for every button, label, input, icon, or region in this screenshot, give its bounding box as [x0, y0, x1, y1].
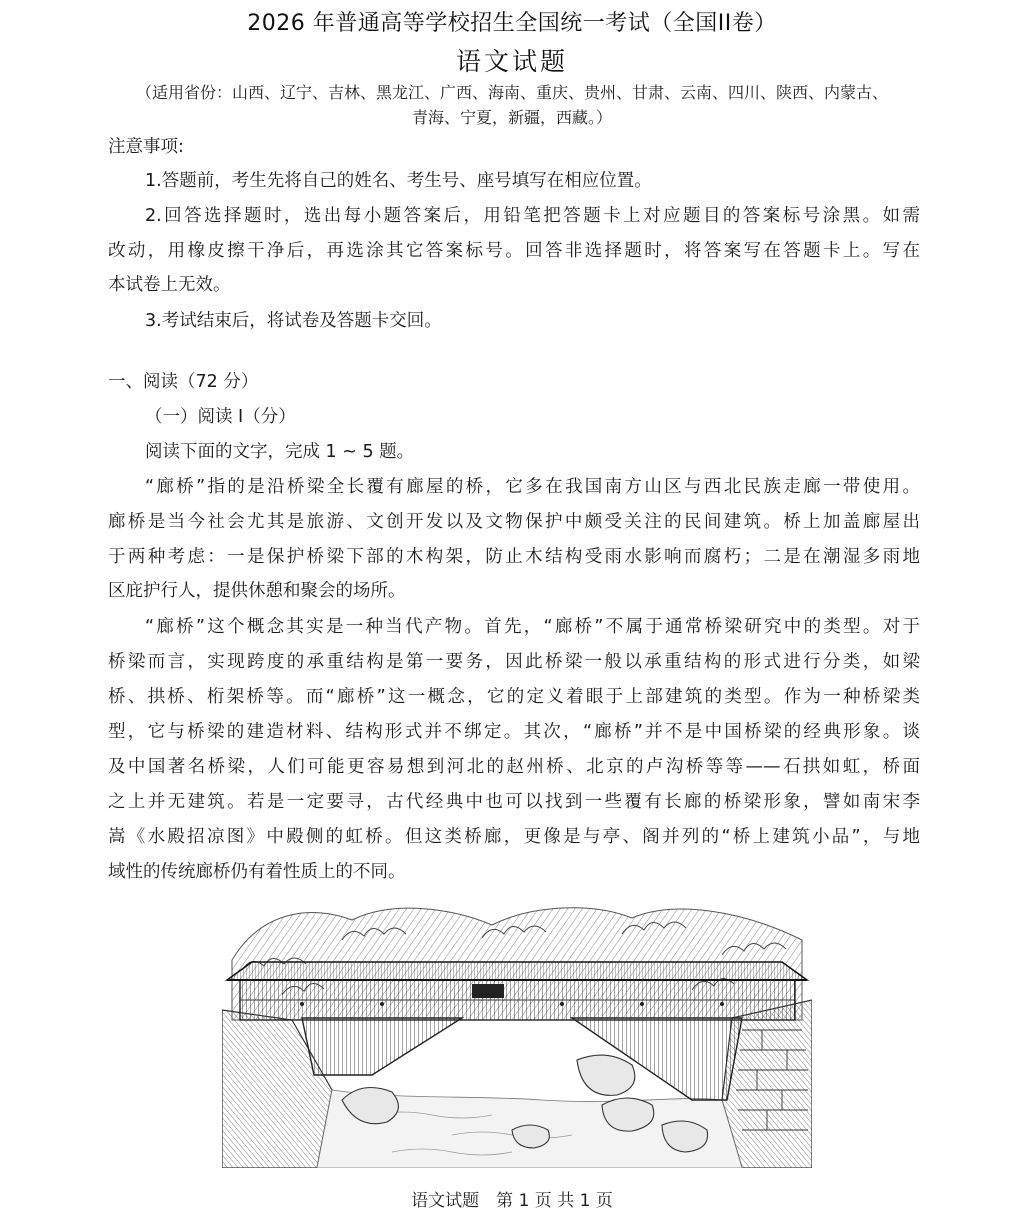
- passage-p1-line-1: “廊桥”指的是沿桥梁全长覆有廊屋的桥，它多在我国南方山区与西北民族走廊一带使用。: [145, 477, 920, 497]
- notes-item-2-line-3: 本试卷上无效。: [108, 275, 231, 295]
- section-instruction: 阅读下面的文字，完成 1 ~ 5 题。: [145, 442, 415, 462]
- passage-p1-line-4: 区庇护行人，提供休憩和聚会的场所。: [108, 581, 406, 601]
- notes-item-3: 3.考试结束后，将试卷及答题卡交回。: [145, 311, 442, 331]
- provinces-note: [112, 80, 912, 130]
- notes-item-1: 1.答题前，考生先将自己的姓名、考生号、座号填写在相应位置。: [145, 171, 652, 191]
- passage-p2-line-8: 域性的传统廊桥仍有着性质上的不同。: [108, 862, 406, 882]
- passage-p2-line-5: 及中国著名桥梁，人们可能更容易想到河北的赵州桥、北京的卢沟桥等等——石拱如虹，桥面: [108, 757, 920, 777]
- passage-p1-line-3: 于两种考虑：一是保护桥梁下部的木构架，防止木结构受雨水影响而腐朽；二是在潮湿多雨地: [108, 547, 920, 567]
- notes-item-2-line-2: 改动，用橡皮擦干净后，再选涂其它答案标号。回答非选择题时，将答案写在答题卡上。写在: [108, 241, 920, 261]
- section-subheading: （一）阅读 I（分）: [145, 407, 296, 427]
- passage-p2-line-6: 之上并无建筑。若是一定要寻，古代经典中也可以找到一些覆有长廊的桥梁形象，譬如南宋李: [108, 792, 920, 812]
- covered-bridge-illustration: [222, 900, 812, 1168]
- notes-item-2-line-1: 2.回答选择题时，选出每小题答案后，用铅笔把答题卡上对应题目的答案标号涂黑。如需: [145, 206, 920, 226]
- passage-p2-line-1: “廊桥”这个概念其实是一种当代产物。首先，“廊桥”不属于通常桥梁研究中的类型。对于: [145, 617, 920, 637]
- notes-heading: 注意事项:: [108, 137, 184, 157]
- passage-p2-line-3: 桥、拱桥、桁架桥等。而“廊桥”这一概念，它的定义着眼于上部建筑的类型。作为一种桥梁类: [108, 687, 920, 707]
- passage-p2-line-4: 型，它与桥梁的建造材料、结构形式并不绑定。其次，“廊桥”并不是中国桥梁的经典形象。谈: [108, 722, 920, 742]
- provinces-line-1: （适用省份：山西、辽宁、吉林、黑龙江、广西、海南、重庆、贵州、甘肃、云南、四川、陕西、内蒙古、: [135, 83, 888, 102]
- section-heading: 一、阅读（72 分）: [108, 372, 259, 392]
- provinces-line-2: 青海、宁夏，新疆，西藏。）: [411, 108, 612, 127]
- subject-title: 语文试题: [455, 47, 568, 76]
- passage-p1-line-2: 廊桥是当今社会尤其是旅游、文创开发以及文物保护中颇受关注的民间建筑。桥上加盖廊屋出: [108, 512, 920, 532]
- page-footer: 语文试题 第 1 页 共 1 页: [411, 1191, 613, 1211]
- exam-title: 2026 年普通高等学校招生全国统一考试（全国II卷）: [247, 11, 777, 36]
- passage-p2-line-2: 桥梁而言，实现跨度的承重结构是第一要务，因此桥梁一般以承重结构的形式进行分类，如梁: [108, 652, 920, 672]
- passage-p2-line-7: 嵩《水殿招凉图》中殿侧的虹桥。但这类桥廊，更像是与亭、阁并列的“桥上建筑小品”，与地: [108, 827, 920, 847]
